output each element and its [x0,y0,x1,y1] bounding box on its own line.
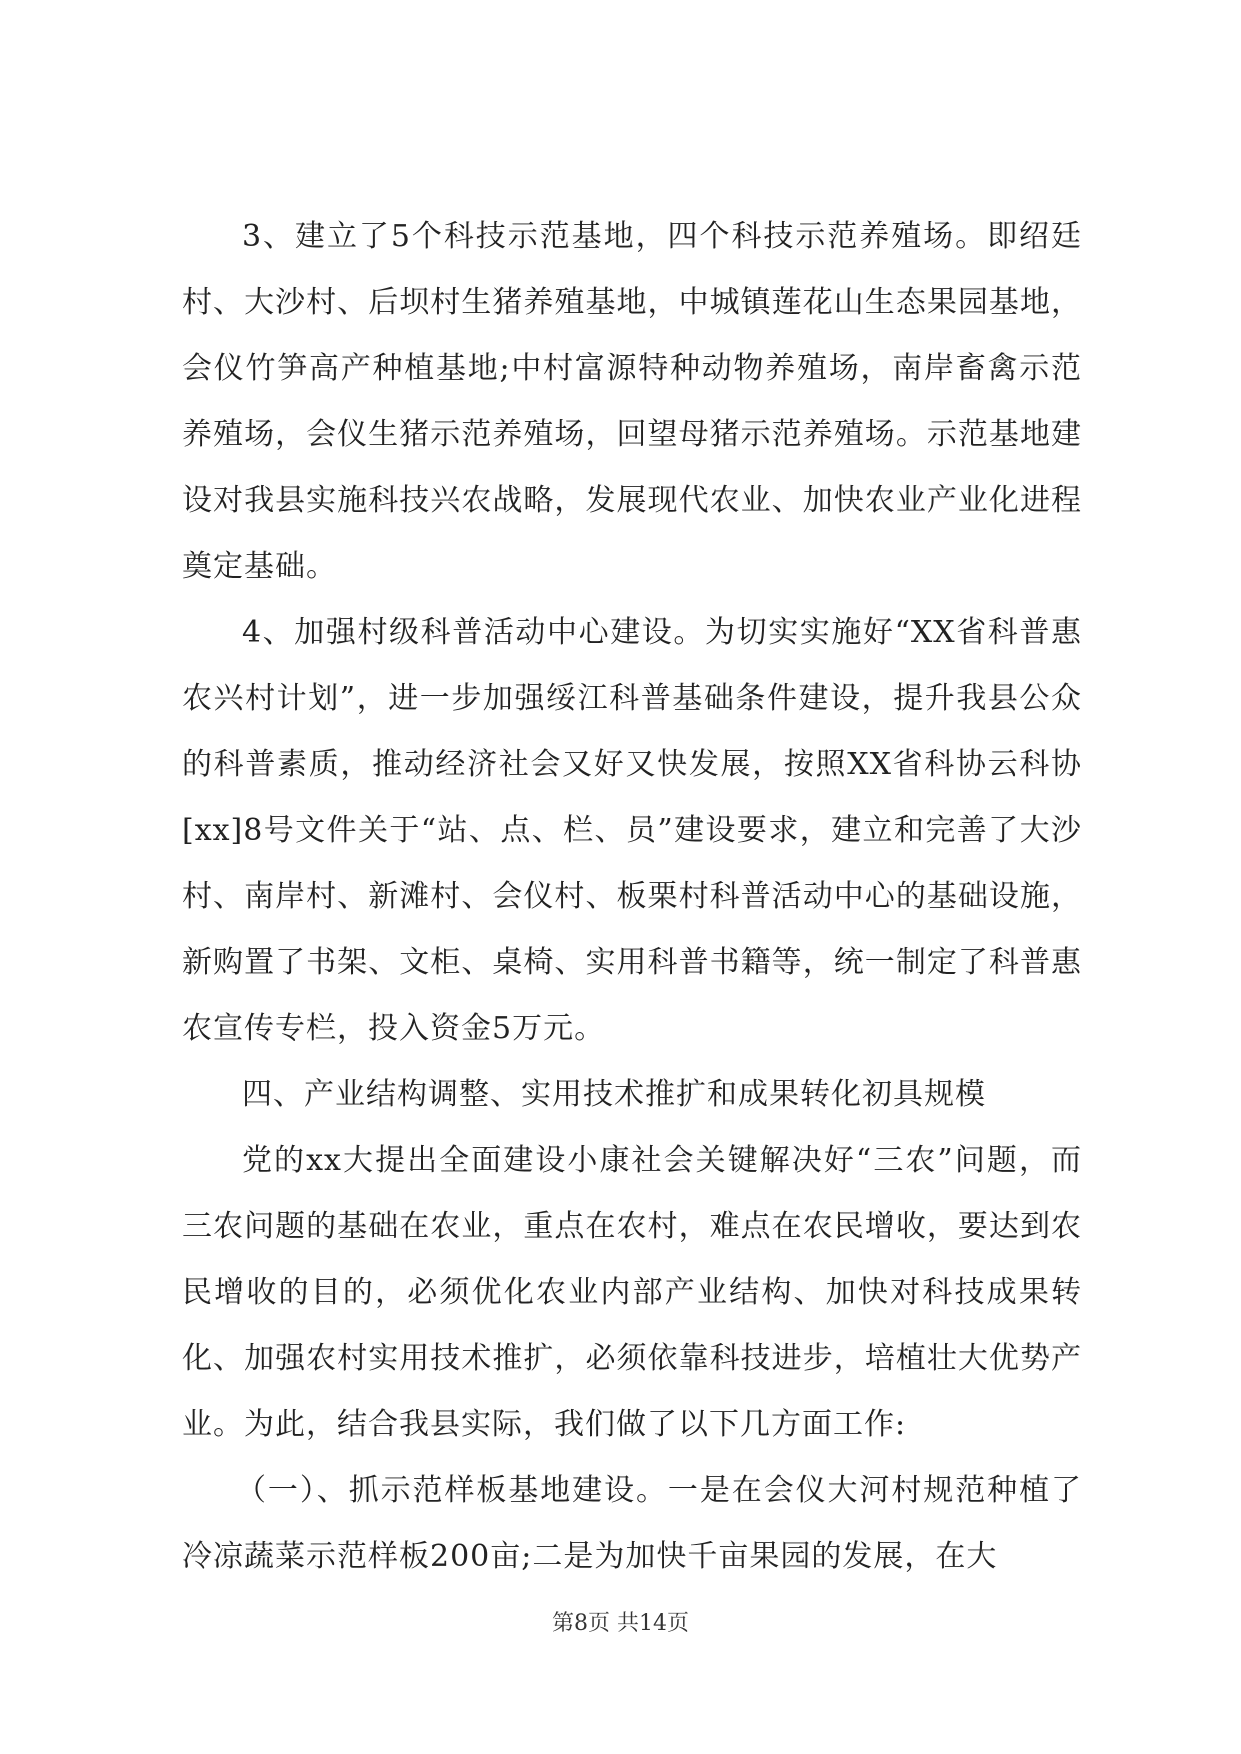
paragraph-three-agri: 党的xx大提出全面建设小康社会关键解决好“三农”问题，而三农问题的基础在农业，重点在农村，难点在农民增收，要达到农民增收的目的，必须优化农业内部产业结构、加快对科技成果转化、加强农村实用技术推扩，必须依靠科技进步，培植壮大优势产业。为此，结合我县实际，我们做了以下几方面工作: [182,1143,1082,1442]
paragraph-village-centers: 4、加强村级科普活动中心建设。为切实实施好“XX省科普惠农兴村计划”，进一步加强绥江科普基础条件建设，提升我县公众的科普素质，推动经济社会又好又快发展，按照XX省科协云科协[xx]8号文件关于“站、点、栏、员”建设要求，建立和完善了大沙村、南岸村、新滩村、会仪村、板栗村科普活动中心的基础设施，新购置了书架、文柜、桌椅、实用科普书籍等，统一制定了科普惠农宣传专栏，投入资金5万元。 [182,615,1082,1046]
section-heading-industry: 四、产业结构调整、实用技术推扩和成果转化初具规模 [242,1077,986,1112]
document-body [182,204,1082,1590]
page-number-footer: 第8页 共14页 [552,1611,689,1636]
paragraph-demo-bases: （一）、抓示范样板基地建设。一是在会仪大河村规范种植了冷凉蔬菜示范样板200亩;二是为加快千亩果园的发展，在大 [182,1473,1082,1574]
paragraph-science-bases: 3、建立了5个科技示范基地，四个科技示范养殖场。即绍廷村、大沙村、后坝村生猪养殖基地，中城镇莲花山生态果园基地，会仪竹笋高产种植基地;中村富源特种动物养殖场，南岸畜禽示范养殖场，会仪生猪示范养殖场，回望母猪示范养殖场。示范基地建设对我县实施科技兴农战略，发展现代农业、加快农业产业化进程奠定基础。 [182,219,1082,584]
